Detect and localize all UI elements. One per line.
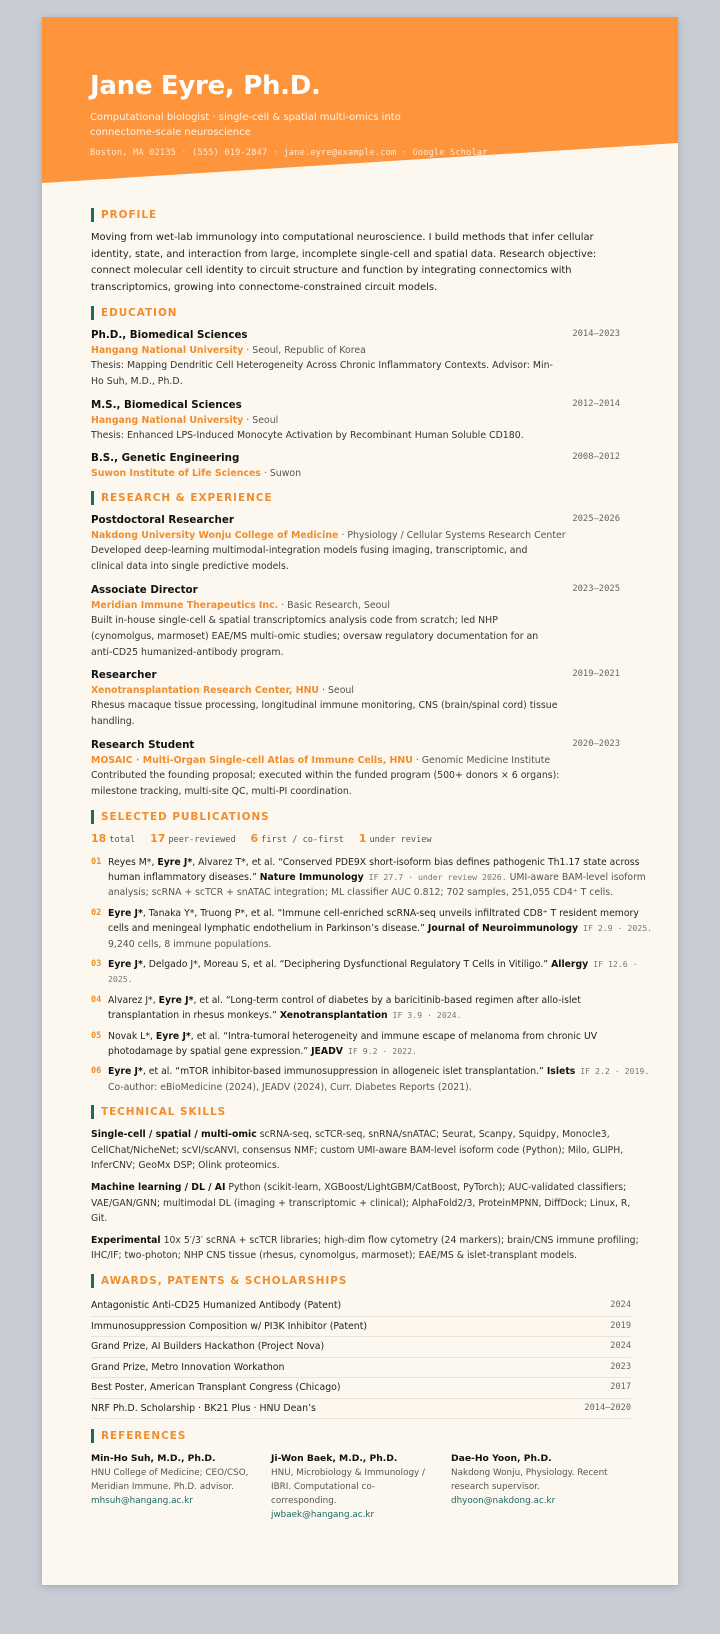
impact-meta: IF 2.2 · 2019.	[575, 1066, 650, 1077]
stat-label: peer-reviewed	[168, 834, 236, 845]
authors-before: Novak L*,	[108, 1030, 156, 1042]
institution-line	[91, 343, 671, 358]
reference-card	[451, 1451, 631, 1522]
skill-group	[91, 1233, 641, 1264]
stat-number: 6	[250, 831, 259, 845]
award-row	[91, 1399, 631, 1420]
reference-name: Dae-Ho Yoon, Ph.D.	[451, 1453, 552, 1464]
skill-group	[91, 1127, 641, 1174]
publication-list	[91, 855, 671, 1096]
reference-card	[91, 1451, 271, 1522]
reference-email-link[interactable]: dhyoon@nakdong.ac.kr	[451, 1496, 556, 1506]
highlighted-author: Eyre J*	[157, 856, 193, 868]
reference-name: Ji-Won Baek, M.D., Ph.D.	[271, 1453, 398, 1464]
role-description: Built in-house single-cell & spatial transcriptomics analysis code from scratch; led NHP (cynomolgus, marmoset) EAE/MS multi-omic studies; oversaw regulatory documentation for an anti-CD25 humanized-antibody program.	[91, 614, 539, 658]
role: Research Student	[91, 738, 195, 751]
publication-notes: UMI-aware BAM-level isoform analysis; scRNA + scTCR + snATAC integration; ML classifier AUC 0.812; 702 samples, 251,055 CD4⁺ T cells.	[108, 871, 646, 899]
skill-label: Experimental	[91, 1234, 161, 1246]
organization-line	[91, 683, 671, 698]
publication-item	[91, 957, 653, 988]
organization-line	[91, 528, 671, 543]
citation-text: , et al. “Intra-tumoral heterogeneity and immune escape of melanoma from chronic UV photodamage by spatial gene expression.”	[108, 1030, 598, 1058]
degree: Ph.D., Biomedical Sciences	[91, 329, 248, 341]
thesis: Thesis: Mapping Dendritic Cell Heterogeneity Across Chronic Inflammatory Contexts. Advisor: Min-Ho Suh, M.D., Ph.D.	[91, 360, 553, 387]
department: · Seoul	[319, 685, 354, 697]
organization: Nakdong University Wonju College of Medicine	[91, 530, 339, 542]
citation-text: , Tanaka Y*, Truong P*, et al. “Immune cell-enriched scRNA-seq unveils infiltrated CD8⁺ T resident memory cells and meningeal lymphatic endothelium in Parkinson’s disease.”	[108, 907, 639, 935]
role: Postdoctoral Researcher	[91, 514, 234, 527]
impact-meta: IF 27.7 · under review 2026.	[363, 871, 507, 882]
education-entry	[91, 451, 671, 481]
experience-entry	[91, 583, 671, 660]
education-entry	[91, 398, 671, 444]
date-range: 2025–2026	[572, 514, 620, 525]
impact-meta: IF 2.9 · 2025.	[578, 923, 653, 934]
award-row	[91, 1358, 631, 1379]
section-title: AWARDS, PATENTS & SCHOLARSHIPS	[91, 1274, 671, 1288]
reference-affiliation: HNU, Microbiology & Immunology / IBRI. Computational co-corresponding.	[271, 1468, 426, 1506]
organization: MOSAIC · Multi-Organ Single-cell Atlas of Immune Cells, HNU	[91, 754, 413, 766]
reference-list	[91, 1451, 631, 1522]
skill-text: Python (scikit-learn, XGBoost/LightGBM/CatBoost, PyTorch); AUC-validated classifiers; VAE/GAN/GNN; multimodal DL (imaging + transcriptomic + clinical); AlphaFold2/3, ProteinMPNN, DiffDock; Linux, R, Git.	[91, 1182, 631, 1225]
citation-text: , Alvarez T*, et al. “Conserved PDE9X short-isoform bias defines pathogenic Th1.17 state across human inflammatory diseases.”	[108, 856, 640, 883]
publication-number: 04	[91, 994, 102, 1005]
publication-item	[91, 1029, 653, 1060]
highlighted-author: Eyre J*	[108, 959, 143, 970]
publication-number: 03	[91, 959, 102, 969]
location: · Seoul, Republic of Korea	[243, 345, 366, 356]
date-range: 2014–2023	[572, 329, 620, 339]
education-section	[91, 306, 671, 481]
highlighted-author: Eyre J*	[108, 907, 143, 919]
highlighted-author: Eyre J*	[155, 1030, 191, 1042]
experience-entry	[91, 668, 671, 730]
skill-text: scRNA-seq, scTCR-seq, snRNA/snATAC; Seurat, Scanpy, Squidpy, Monocle3, CellChat/NicheNet; scVI/scANVI, consensus NMF; custom UMI-aware BAM-level isoform code (Python); Milo, GLIPH, InferCNV; GeoMx DSP; Olink proteomics.	[91, 1129, 624, 1172]
degree: B.S., Genetic Engineering	[91, 452, 240, 465]
skill-label: Machine learning / DL / AI	[91, 1182, 226, 1194]
skills-section	[91, 1105, 671, 1264]
journal-name: Islets	[546, 1066, 576, 1078]
skill-text: 10x 5′/3′ scRNA + scTCR libraries; high-dim flow cytometry (24 markers); brain/CNS immune profiling; IHC/IF; two-photon; NHP CNS tissue (rhesus, cynomolgus, marmoset); EAE/MS & islet-transplant models.	[91, 1234, 639, 1262]
role: Associate Director	[91, 583, 198, 596]
reference-affiliation: Nakdong Wonju, Physiology. Recent research supervisor.	[451, 1468, 608, 1492]
award-year: 2017	[610, 1382, 631, 1392]
location: · Seoul	[243, 414, 279, 426]
date-range: 2023–2025	[572, 583, 620, 594]
experience-section	[91, 491, 671, 799]
institution: Hangang National University	[91, 345, 244, 356]
journal-name: JEADV	[311, 1046, 343, 1058]
experience-entry	[91, 738, 671, 800]
profile-text: Moving from wet-lab immunology into computational neuroscience. I build methods that infer cellular identity, state, and interaction from large, incomplete single-cell and spatial data. Research objective: connect molecular cell identity to circuit structure and function by integrating connectomics with transcriptomics, growing into connectome-constrained circuit models.	[91, 232, 597, 293]
section-title: SELECTED PUBLICATIONS	[91, 810, 671, 824]
section-title: REFERENCES	[91, 1429, 671, 1443]
tagline: Computational biologist · single-cell & spatial multi-omics into connectome-scale neuroscience	[90, 112, 401, 138]
resume-content	[91, 204, 671, 1532]
department: · Basic Research, Seoul	[278, 599, 390, 611]
references-section	[91, 1429, 671, 1522]
award-row	[91, 1317, 631, 1338]
date-range: 2020–2023	[572, 738, 620, 749]
candidate-name: Jane Eyre, Ph.D.	[90, 71, 321, 101]
publication-notes: Co-author: eBioMedicine (2024), JEADV (2024), Curr. Diabetes Reports (2021).	[108, 1081, 472, 1093]
publication-number: 01	[91, 856, 102, 867]
publication-notes: 9,240 cells, 8 immune populations.	[108, 938, 272, 950]
location: · Suwon	[260, 468, 302, 480]
reference-name: Min-Ho Suh, M.D., Ph.D.	[91, 1453, 216, 1464]
organization-line	[91, 598, 671, 613]
impact-meta: IF 9.2 · 2022.	[343, 1046, 417, 1057]
education-entry	[91, 328, 671, 390]
award-year: 2024	[610, 1341, 631, 1351]
journal-name: Nature Immunology	[259, 871, 364, 883]
contact-line: Boston, MA 02135 · (555) 019-2847 · jane.eyre@example.com · Google Scholar	[90, 148, 488, 158]
stat-number: 18	[91, 831, 107, 845]
award-year: 2024	[610, 1300, 631, 1310]
reference-email-link[interactable]: jwbaek@hangang.ac.kr	[271, 1510, 375, 1520]
citation-text: , Delgado J*, Moreau S, et al. “Deciphering Dysfunctional Regulatory T Cells in Vitiligo.”	[142, 959, 552, 970]
date-range: 2019–2021	[572, 669, 620, 680]
institution-line	[91, 466, 671, 481]
degree: M.S., Biomedical Sciences	[91, 398, 242, 411]
authors-before: Alvarez J*,	[108, 994, 159, 1006]
impact-meta: IF 3.9 · 2024.	[387, 1010, 462, 1021]
skill-group	[91, 1180, 641, 1227]
department: · Genomic Medicine Institute	[412, 754, 551, 766]
highlighted-author: Eyre J*	[158, 994, 194, 1006]
awards-section	[91, 1274, 671, 1419]
award-name: Antagonistic Anti-CD25 Humanized Antibody (Patent)	[91, 1300, 342, 1311]
institution-line	[91, 413, 671, 428]
role-description: Rhesus macaque tissue processing, longitudinal immune monitoring, CNS (brain/spinal cord) tissue handling.	[91, 700, 558, 728]
role: Researcher	[91, 669, 157, 682]
journal-name: Allergy	[551, 959, 589, 970]
award-year: 2014–2020	[584, 1402, 631, 1413]
section-title: RESEARCH & EXPERIENCE	[91, 491, 671, 505]
journal-name: Journal of Neuroimmunology	[427, 923, 579, 935]
skill-label: Single-cell / spatial / multi-omic	[91, 1129, 257, 1141]
citation-text: , et al. “Long-term control of diabetes by a baricitinib-based regimen after allo-islet transplantation in rhesus monkeys.”	[108, 994, 581, 1022]
profile-section	[91, 208, 671, 296]
award-name: Grand Prize, AI Builders Hackathon (Project Nova)	[91, 1341, 325, 1352]
stat-number: 1	[358, 831, 367, 845]
award-row	[91, 1337, 631, 1358]
reference-email-link[interactable]: mhsuh@hangang.ac.kr	[91, 1496, 193, 1506]
stat-label: first / co-first	[261, 834, 344, 845]
publications-section	[91, 810, 671, 1096]
date-range: 2008–2012	[572, 452, 620, 463]
journal-name: Xenotransplantation	[279, 1010, 388, 1022]
organization: Meridian Immune Therapeutics Inc.	[91, 599, 279, 611]
section-title: PROFILE	[91, 208, 671, 222]
award-row	[91, 1378, 631, 1399]
institution: Hangang National University	[91, 414, 244, 426]
stat-label: total	[109, 834, 136, 845]
publication-item	[91, 1064, 653, 1095]
publication-item	[91, 993, 653, 1024]
award-name: NRF Ph.D. Scholarship · BK21 Plus · HNU Dean’s	[91, 1402, 316, 1414]
department: · Physiology / Cellular Systems Research Center	[338, 530, 566, 542]
impact-meta: IF 12.6 · 2025.	[108, 959, 638, 985]
citation-text: , et al. “mTOR inhibitor-based immunosuppression in allogeneic islet transplantation.”	[142, 1066, 547, 1078]
resume-page	[42, 17, 678, 1585]
publication-number: 02	[91, 907, 102, 918]
role-description: Developed deep-learning multimodal-integration models fusing imaging, transcriptomic, and clinical data into single predictive models.	[91, 545, 528, 573]
role-description: Contributed the founding proposal; executed within the funded program (500+ donors × 6 organs): milestone tracking, multi-site QC, multi-PI coordination.	[91, 769, 560, 797]
date-range: 2012–2014	[572, 398, 620, 409]
publication-stats	[91, 832, 671, 847]
stat-number: 17	[150, 831, 166, 845]
award-name: Grand Prize, Metro Innovation Workathon	[91, 1361, 285, 1373]
section-title: EDUCATION	[91, 306, 671, 320]
award-year: 2023	[610, 1361, 631, 1372]
publication-number: 06	[91, 1066, 102, 1077]
authors-before: Reyes M*,	[108, 856, 158, 868]
award-year: 2019	[610, 1320, 631, 1331]
experience-entry	[91, 513, 671, 575]
institution: Suwon Institute of Life Sciences	[91, 468, 261, 480]
header	[90, 69, 650, 158]
publication-item	[91, 855, 653, 901]
section-title: TECHNICAL SKILLS	[91, 1105, 671, 1119]
organization-line	[91, 753, 671, 768]
award-name: Immunosuppression Composition w/ PI3K Inhibitor (Patent)	[91, 1320, 368, 1332]
publication-item	[91, 906, 653, 952]
reference-card	[271, 1451, 451, 1522]
stat-label: under review	[369, 834, 432, 845]
thesis: Thesis: Enhanced LPS-Induced Monocyte Activation by Recombinant Human Soluble CD180.	[91, 429, 524, 441]
award-name: Best Poster, American Transplant Congress (Chicago)	[91, 1382, 341, 1393]
publication-number: 05	[91, 1030, 102, 1041]
highlighted-author: Eyre J*	[108, 1066, 143, 1078]
organization: Xenotransplantation Research Center, HNU	[91, 685, 320, 697]
award-row	[91, 1296, 631, 1317]
reference-affiliation: HNU College of Medicine; CEO/CSO, Meridian Immune. Ph.D. advisor.	[91, 1468, 249, 1492]
